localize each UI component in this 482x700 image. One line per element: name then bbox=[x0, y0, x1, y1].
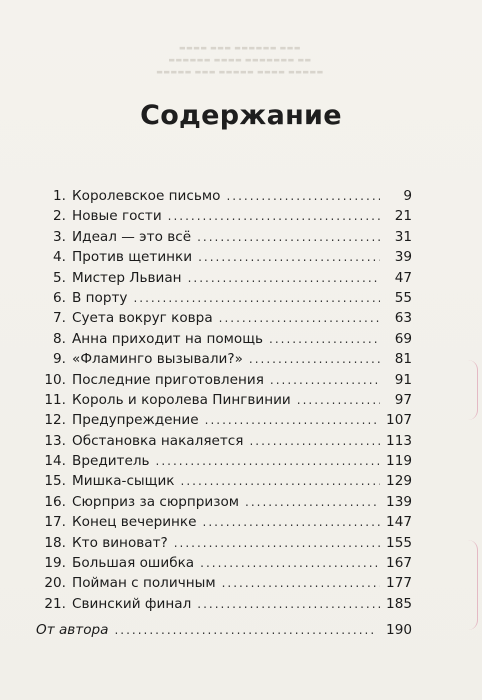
pink-mark-decoration bbox=[467, 540, 478, 630]
toc-entry bbox=[36, 410, 412, 430]
chapter-title: Анна приходит на помощь bbox=[72, 330, 264, 347]
chapter-number: 19. bbox=[44, 555, 66, 572]
chapter-title: Идеал — это всё bbox=[72, 228, 192, 245]
chapter-title: Мишка-сыщик bbox=[72, 473, 175, 490]
chapter-title: «Фламинго вызывали?» bbox=[72, 351, 243, 368]
page-number: 190 bbox=[386, 622, 412, 639]
toc-entry bbox=[36, 594, 412, 614]
toc-entry bbox=[36, 471, 412, 491]
page-number: 155 bbox=[386, 534, 412, 551]
page-number: 21 bbox=[394, 208, 412, 225]
toc-entry bbox=[36, 492, 412, 512]
chapter-number: 14. bbox=[44, 453, 66, 470]
chapter-number: 13. bbox=[44, 432, 66, 449]
page-number: 47 bbox=[394, 269, 412, 286]
chapter-number: 16. bbox=[44, 493, 66, 510]
page-number: 119 bbox=[386, 453, 412, 470]
toc-entry bbox=[36, 206, 412, 226]
chapter-title: Свинский финал bbox=[72, 595, 192, 612]
dot-leader bbox=[198, 247, 380, 267]
dot-leader bbox=[188, 268, 380, 288]
chapter-number: 4. bbox=[53, 249, 66, 266]
dot-leader bbox=[222, 573, 380, 593]
chapter-number: 18. bbox=[44, 534, 66, 551]
page-number: 185 bbox=[386, 595, 412, 612]
dot-leader bbox=[249, 431, 380, 451]
page-number: 147 bbox=[386, 514, 412, 531]
chapter-title: Король и королева Пингвинии bbox=[72, 391, 291, 408]
chapter-number: 8. bbox=[53, 330, 66, 347]
chapter-number: 10. bbox=[44, 371, 66, 388]
page-title: Содержание bbox=[140, 100, 342, 132]
dot-leader bbox=[197, 594, 380, 614]
toc-entry bbox=[36, 186, 412, 206]
page-number: 91 bbox=[394, 371, 412, 388]
dot-leader bbox=[245, 492, 380, 512]
page-number: 139 bbox=[386, 493, 412, 510]
page-number: 69 bbox=[394, 330, 412, 347]
chapter-number: 20. bbox=[44, 575, 66, 592]
toc-entry bbox=[36, 370, 412, 390]
dot-leader bbox=[114, 620, 376, 640]
toc-entry bbox=[36, 349, 412, 369]
chapter-number: 5. bbox=[53, 269, 66, 286]
page-number: 167 bbox=[386, 555, 412, 572]
chapter-title: В порту bbox=[72, 289, 128, 306]
chapter-number: 3. bbox=[53, 228, 66, 245]
chapter-number: 7. bbox=[53, 310, 66, 327]
chapter-number: 2. bbox=[53, 208, 66, 225]
page-number: 129 bbox=[386, 473, 412, 490]
page-number: 113 bbox=[386, 432, 412, 449]
pink-mark-decoration bbox=[467, 360, 478, 420]
chapter-title: Против щетинки bbox=[72, 249, 193, 266]
dot-leader bbox=[197, 227, 380, 247]
toc-entry bbox=[36, 512, 412, 532]
dot-leader bbox=[168, 206, 380, 226]
dot-leader bbox=[174, 533, 380, 553]
toc-entry bbox=[36, 533, 412, 553]
chapter-number: 15. bbox=[44, 473, 66, 490]
dot-leader bbox=[226, 186, 380, 206]
chapter-title: Мистер Львиан bbox=[72, 269, 182, 286]
chapter-number: 11. bbox=[44, 391, 66, 408]
chapter-title: Последние приготовления bbox=[72, 371, 264, 388]
dot-leader bbox=[203, 512, 381, 532]
dot-leader bbox=[205, 410, 380, 430]
chapter-number: 12. bbox=[44, 412, 66, 429]
chapter-title: Суета вокруг ковра bbox=[72, 310, 213, 327]
dot-leader bbox=[156, 451, 380, 471]
toc-entry bbox=[36, 247, 412, 267]
chapter-title: Кто виноват? bbox=[72, 534, 168, 551]
toc-entry bbox=[36, 227, 412, 247]
chapter-title: Королевское письмо bbox=[72, 188, 221, 204]
toc-entry bbox=[36, 329, 412, 349]
dot-leader bbox=[270, 370, 380, 390]
page-number: 81 bbox=[394, 351, 412, 368]
chapter-number: 1. bbox=[53, 188, 66, 204]
chapter-title: Предупреждение bbox=[72, 412, 199, 429]
show-through-text: ▬▬▬▬ ▬▬▬ ▬▬▬▬▬▬ ▬▬▬ bbox=[179, 44, 301, 52]
chapter-number: 9. bbox=[53, 351, 66, 368]
chapter-number: 17. bbox=[44, 514, 66, 531]
dot-leader bbox=[219, 308, 380, 328]
page-number: 177 bbox=[386, 575, 412, 592]
chapter-title: Конец вечеринке bbox=[72, 514, 197, 531]
show-through-text: ▬▬▬▬▬▬ ▬▬▬▬ ▬▬▬▬▬▬▬ ▬▬ bbox=[168, 56, 312, 64]
page-number: 55 bbox=[394, 289, 412, 306]
toc-entry bbox=[36, 390, 412, 410]
chapter-number: 6. bbox=[53, 289, 66, 306]
page-number: 63 bbox=[394, 310, 412, 327]
chapter-number: 21. bbox=[44, 595, 66, 612]
chapter-title: Сюрприз за сюрпризом bbox=[72, 493, 240, 510]
toc-entry bbox=[36, 308, 412, 328]
toc-entry bbox=[36, 451, 412, 471]
chapter-title: Вредитель bbox=[72, 453, 150, 470]
toc-entry bbox=[36, 268, 412, 288]
toc-entry bbox=[36, 553, 412, 573]
page-number: 31 bbox=[394, 228, 412, 245]
chapter-title: Новые гости bbox=[72, 208, 162, 225]
page-number: 107 bbox=[386, 412, 412, 429]
chapter-title: Большая ошибка bbox=[72, 555, 195, 572]
toc-entry-author bbox=[36, 620, 412, 640]
dot-leader bbox=[181, 471, 380, 491]
dot-leader bbox=[269, 329, 380, 349]
show-through-text: ▬▬▬▬▬ ▬▬▬ ▬▬▬▬▬ ▬▬▬▬ ▬▬▬▬▬ bbox=[156, 68, 324, 76]
toc-entry bbox=[36, 431, 412, 451]
page-number: 39 bbox=[394, 249, 412, 266]
dot-leader bbox=[249, 349, 380, 369]
chapter-title: Пойман с поличным bbox=[72, 575, 216, 592]
toc-entry bbox=[36, 573, 412, 593]
dot-leader bbox=[133, 288, 380, 308]
dot-leader bbox=[200, 553, 380, 573]
table-of-contents bbox=[36, 186, 412, 641]
chapter-title: Обстановка накаляется bbox=[72, 432, 244, 449]
toc-entry bbox=[36, 288, 412, 308]
author-note-title: От автора bbox=[36, 622, 109, 639]
page-number: 9 bbox=[403, 188, 412, 204]
page-number: 97 bbox=[394, 391, 412, 408]
dot-leader bbox=[297, 390, 380, 410]
